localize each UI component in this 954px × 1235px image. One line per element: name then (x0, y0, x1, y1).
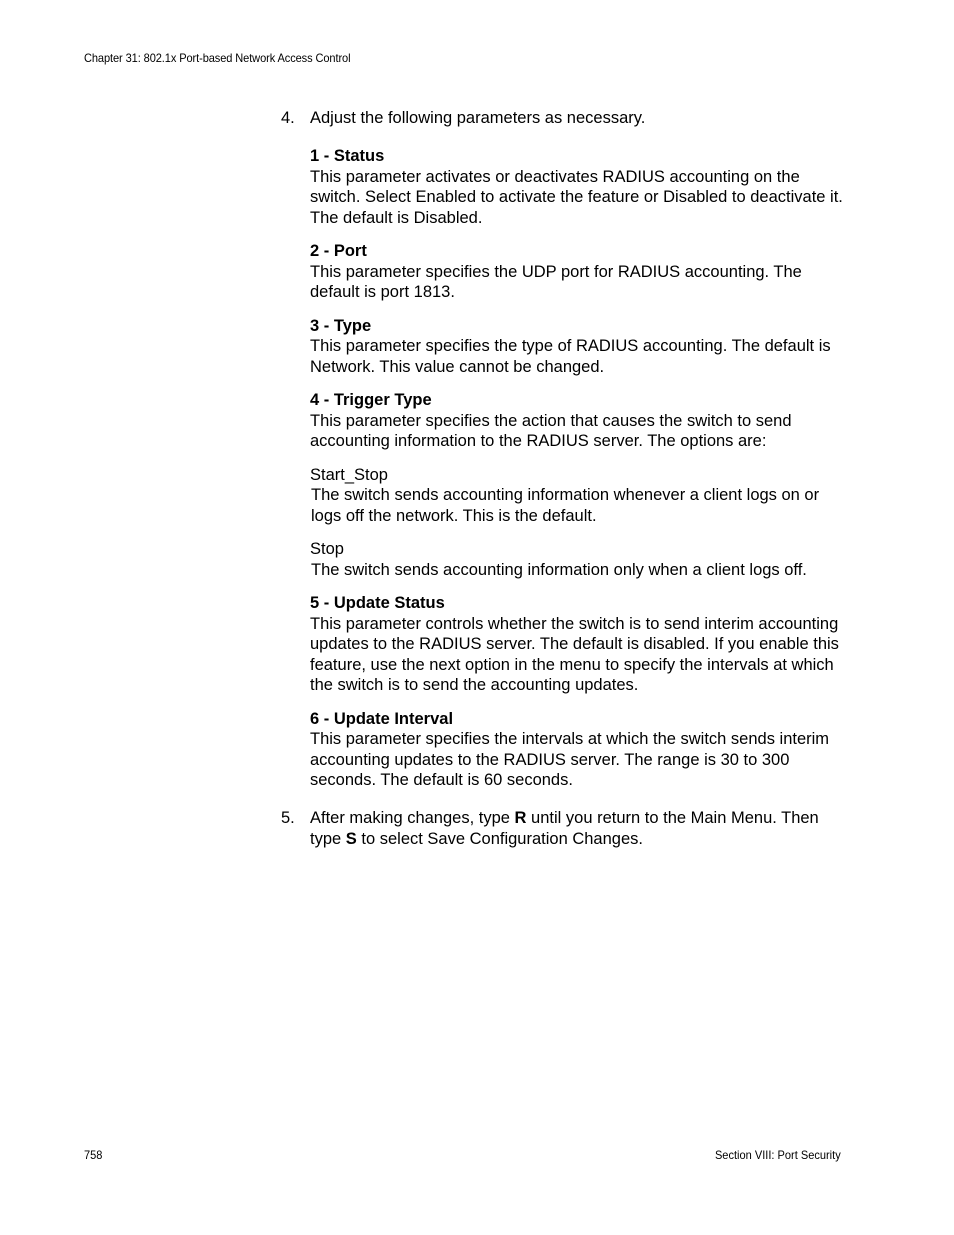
param-description: This parameter controls whether the switch is to send interim accounting updates to the RADIUS server. The default is disabled. If you enable this feature, use the next option in the menu to specify the intervals at which the switch is to send the accounting updates. (310, 614, 839, 694)
param-trigger-type (310, 390, 850, 452)
param-port (310, 241, 850, 303)
param-title: 5 - Update Status (310, 594, 445, 612)
param-description: This parameter activates or deactivates RADIUS accounting on the switch. Select Enabled to activate the feature or Disabled to deactivate it. The default is Disabled. (310, 167, 843, 227)
step-text (310, 808, 846, 849)
option-stop (310, 539, 850, 580)
param-type (310, 316, 850, 378)
step-5 (281, 808, 846, 849)
param-description: This parameter specifies the UDP port for RADIUS accounting. The default is port 1813. (310, 262, 802, 301)
key-s: S (345, 829, 357, 848)
step-text-part: After making changes, type (310, 809, 515, 827)
option-name: Start_Stop (310, 465, 388, 484)
param-title: 1 - Status (310, 147, 385, 165)
step-4 (281, 108, 846, 129)
param-update-status (310, 593, 850, 696)
section-title: Section VIII: Port Security (715, 1148, 841, 1162)
param-description: This parameter specifies the intervals at which the switch sends interim accounting updates to the RADIUS server. The range is 30 to 300 seconds. The default is 60 seconds. (310, 730, 830, 789)
running-head: Chapter 31: 802.1x Port-based Network Access Control (84, 51, 351, 65)
parameter-list (310, 146, 850, 804)
step-number: 5. (281, 809, 295, 827)
param-title: 6 - Update Interval (310, 709, 454, 728)
param-description: This parameter specifies the action that causes the switch to send accounting information to the RADIUS server. The options are: (310, 411, 792, 450)
step-text-part: to select Save Configuration Changes. (356, 829, 643, 848)
step-number: 4. (281, 109, 295, 127)
page-number: 758 (84, 1148, 103, 1162)
param-update-interval (310, 709, 850, 791)
param-title: 4 - Trigger Type (310, 391, 432, 409)
step-text-part: until you return to the Main Menu. Then type (310, 809, 819, 848)
option-start-stop (310, 465, 850, 527)
param-description: This parameter specifies the type of RADIUS accounting. The default is Network. This value cannot be changed. (310, 337, 831, 376)
option-name: Stop (310, 540, 344, 558)
option-description: The switch sends accounting information whenever a client logs on or logs off the network. This is the default. (311, 486, 820, 525)
param-status (310, 146, 850, 228)
key-r: R (514, 809, 527, 827)
param-title: 2 - Port (310, 242, 367, 260)
step-text: Adjust the following parameters as necessary. (310, 109, 646, 127)
param-title: 3 - Type (310, 316, 372, 335)
option-description: The switch sends accounting information only when a client logs off. (311, 560, 807, 579)
